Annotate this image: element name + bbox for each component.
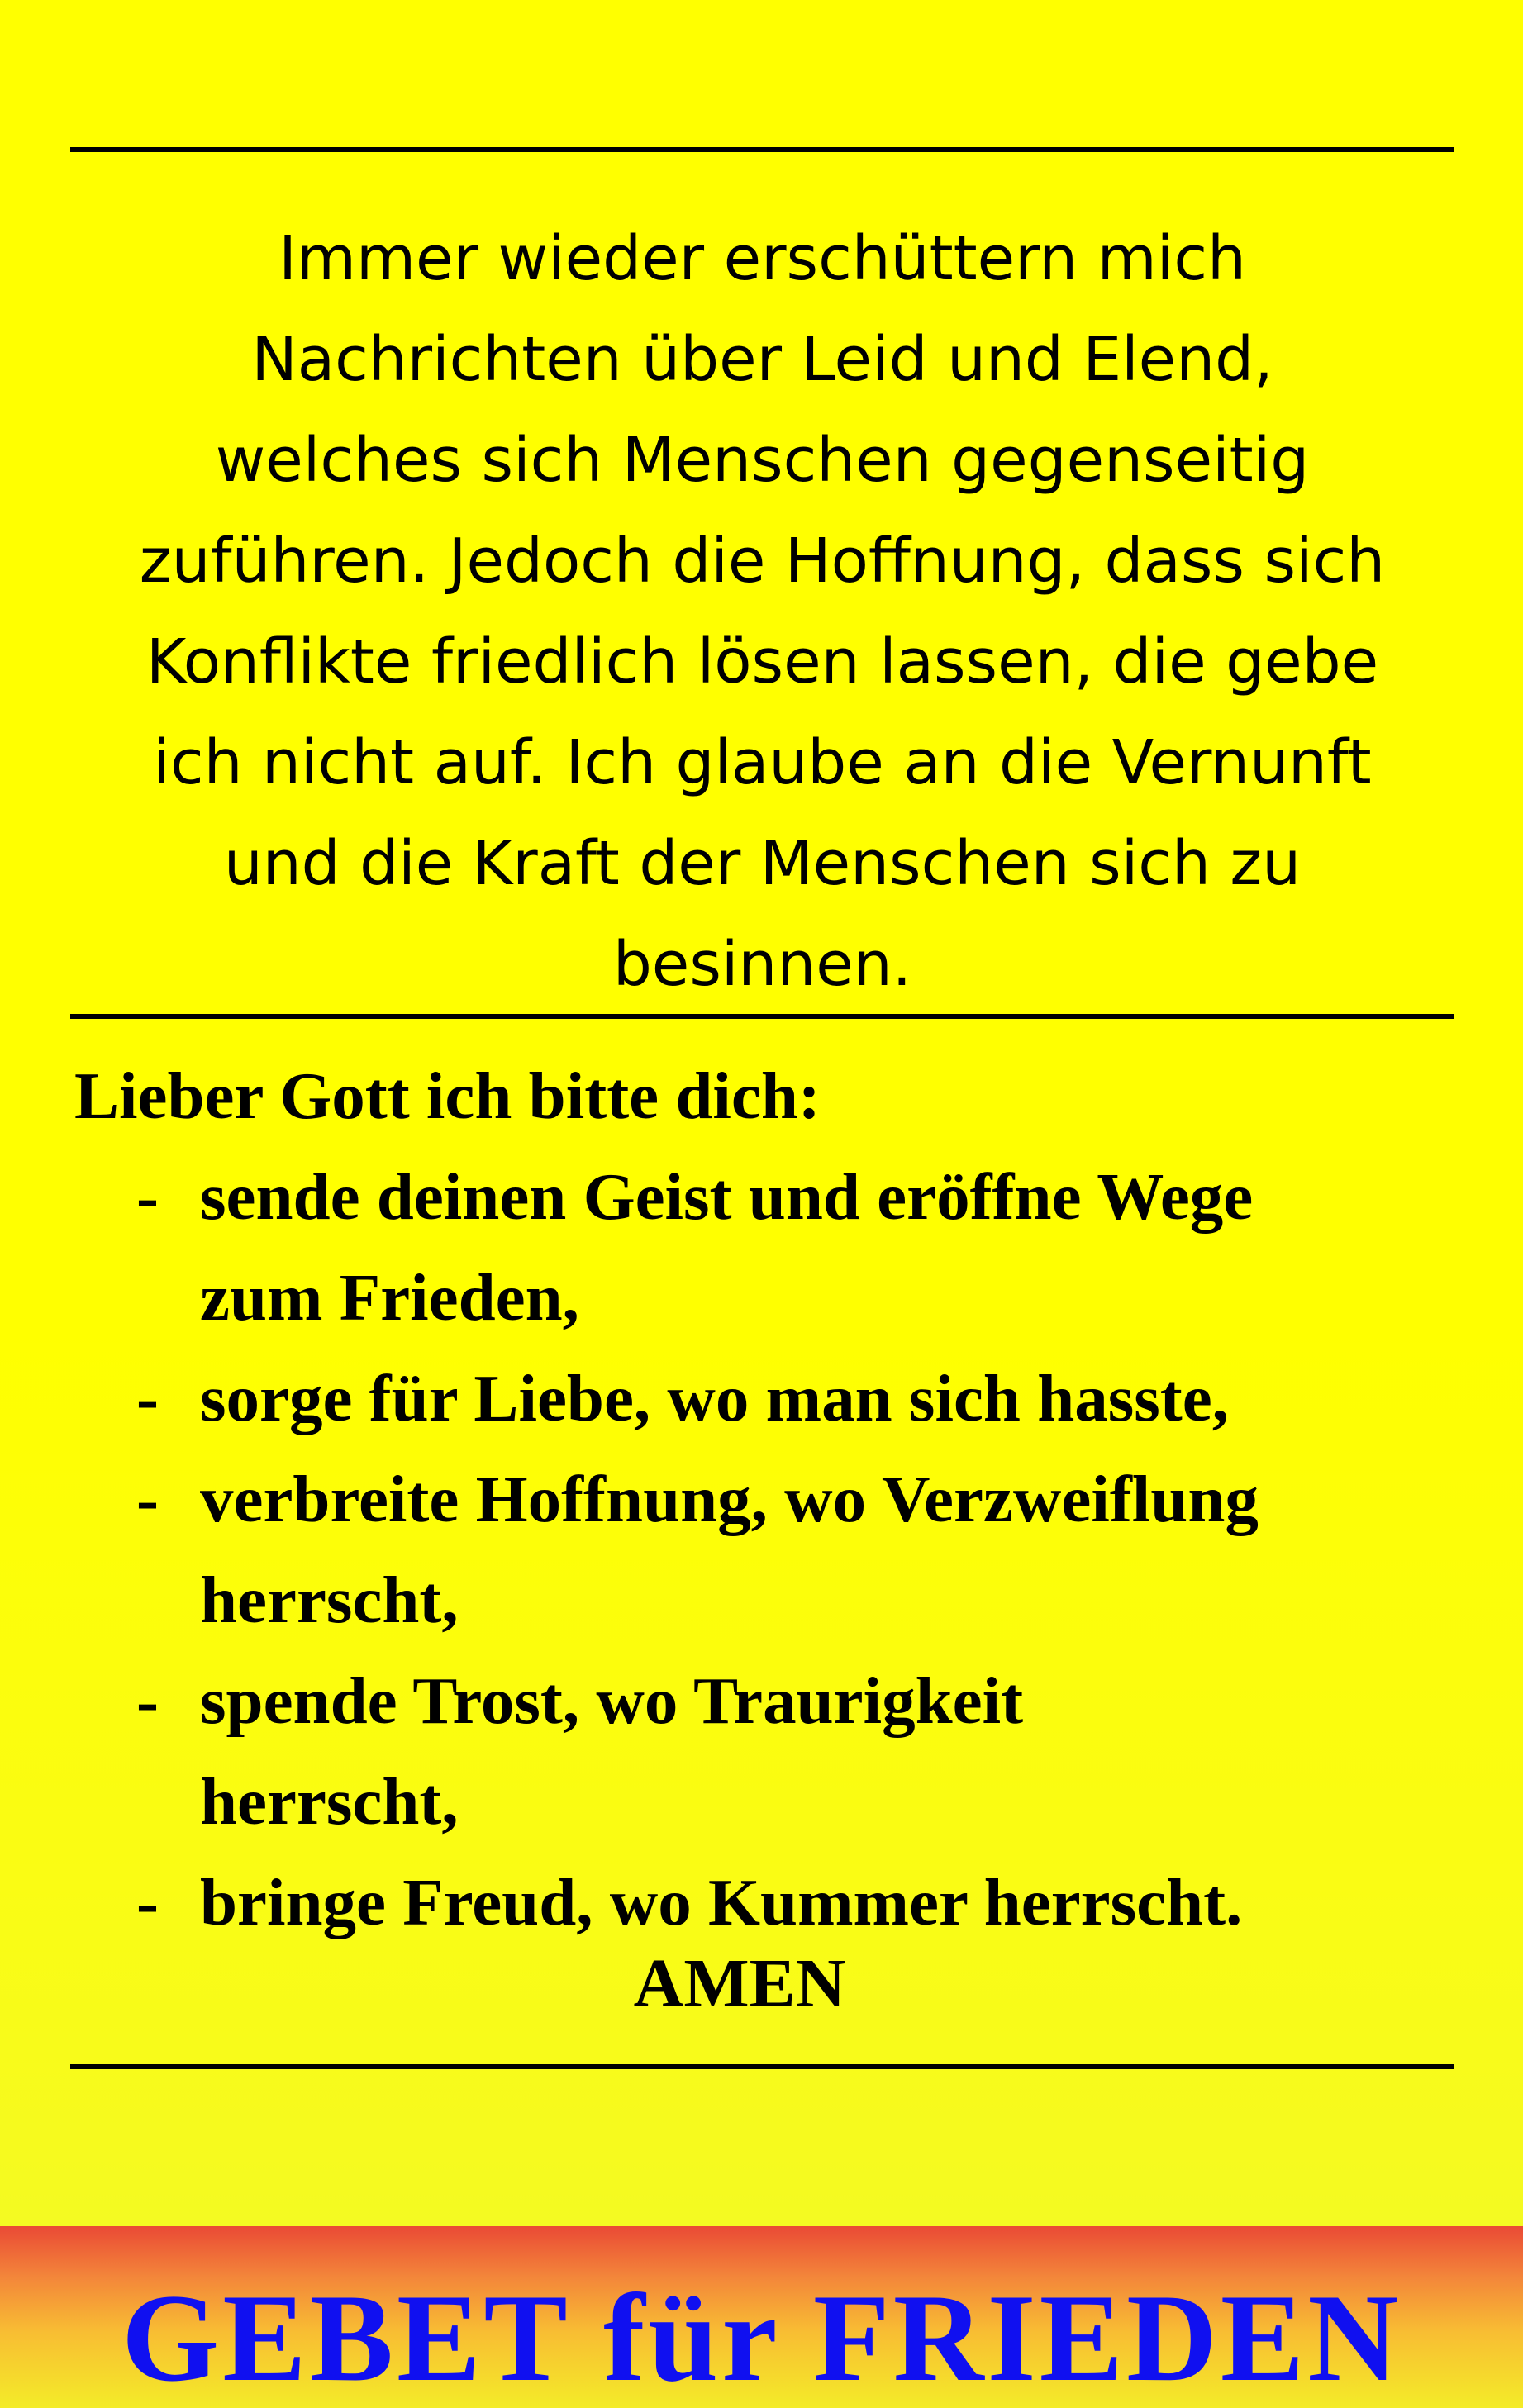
intro-line: und die Kraft der Menschen sich zu — [223, 828, 1302, 899]
petition-line: herrscht, — [200, 1764, 459, 1839]
petition-list — [74, 1146, 1479, 1953]
petition-bullet: - — [136, 1663, 159, 1738]
petition-bullet: - — [136, 1159, 159, 1234]
top-divider — [70, 147, 1454, 152]
prayer-section — [74, 1045, 1479, 1953]
petition-item — [74, 1650, 1479, 1852]
intro-line: besinnen. — [612, 929, 912, 1000]
petition-bullet: - — [136, 1361, 159, 1435]
petition-item — [74, 1348, 1479, 1449]
petition-item — [74, 1146, 1479, 1348]
intro-line: welches sich Menschen gegenseitig — [215, 425, 1310, 496]
title-banner — [0, 2226, 1523, 2408]
petition-line: sorge für Liebe, wo man sich hasste, — [200, 1361, 1229, 1435]
bottom-divider — [70, 2064, 1454, 2069]
intro-line: Nachrichten über Leid und Elend, — [251, 324, 1273, 395]
prayer-heading: Lieber Gott ich bitte dich: — [74, 1059, 821, 1133]
petition-bullet: - — [136, 1462, 159, 1536]
petition-line: bringe Freud, wo Kummer herrscht. — [200, 1865, 1243, 1939]
petition-line: herrscht, — [200, 1563, 459, 1637]
petition-line: sende deinen Geist und eröffne Wege — [200, 1159, 1254, 1234]
petition-bullet: - — [136, 1865, 159, 1939]
intro-line: Konflikte friedlich lösen lassen, die gebe — [145, 626, 1379, 697]
intro-line: Immer wieder erschüttern mich — [278, 223, 1246, 294]
intro-line: ich nicht auf. Ich glaube an die Vernunft — [153, 727, 1372, 798]
petition-line: verbreite Hoffnung, wo Verzweiflung — [200, 1462, 1259, 1536]
banner-title: GEBET für FRIEDEN — [121, 2268, 1402, 2407]
petition-line: zum Frieden, — [200, 1260, 579, 1335]
middle-divider — [70, 1014, 1454, 1019]
petition-line: spende Trost, wo Traurigkeit — [200, 1663, 1024, 1738]
intro-paragraph — [70, 208, 1454, 1015]
petition-item — [74, 1449, 1479, 1650]
prayer-closing: AMEN — [633, 1945, 846, 2022]
intro-line: zuführen. Jedoch die Hoffnung, dass sich — [139, 526, 1386, 597]
